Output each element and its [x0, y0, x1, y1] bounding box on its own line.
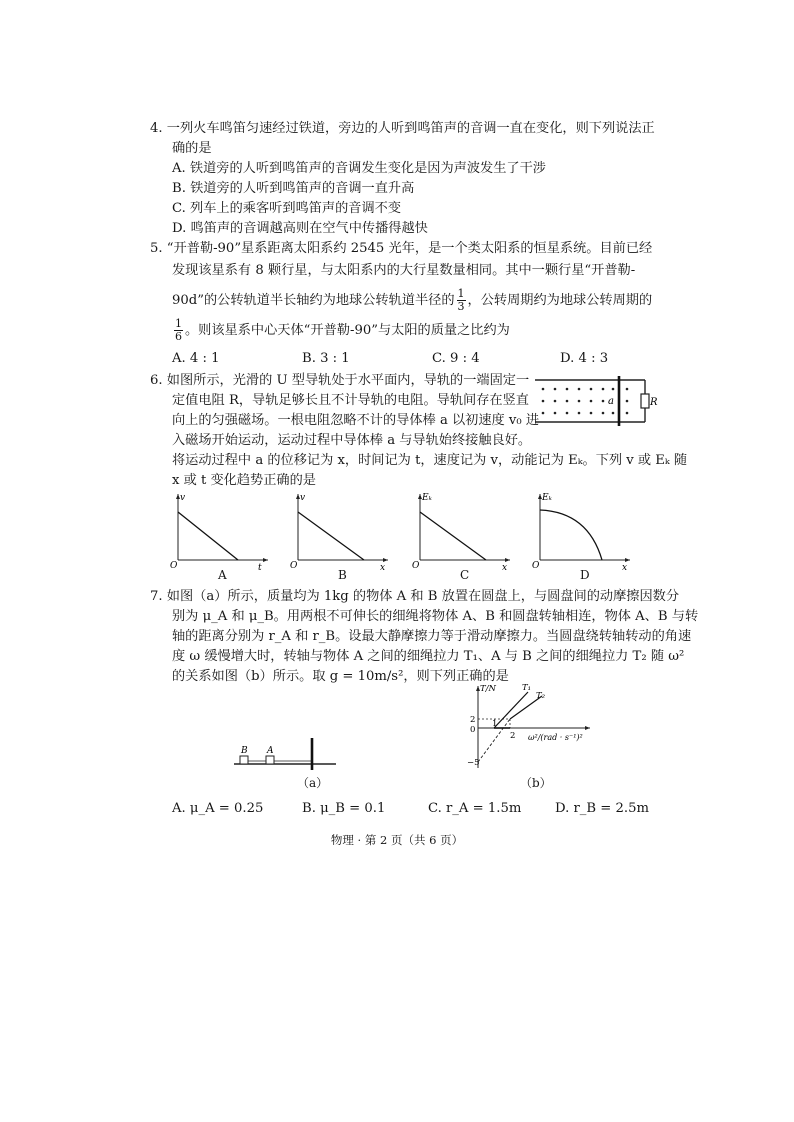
- q5-stem-line2: 发现该星系有 8 颗行星，与太阳系内的大行星数量相同。其中一颗行星“开普勒-: [172, 263, 636, 278]
- q6-graph-b: [288, 490, 398, 580]
- q7-stem-line4: 度 ω 缓慢增大时，转轴与物体 A 之间的细绳拉力 T₁、A 与 B 之间的细绳拉力 T₂ 随 ω²: [172, 649, 685, 664]
- q7-stem-line1: 7. 如图（a）所示，质量均为 1kg 的物体 A 和 B 放置在圆盘上，与圆盘间的动摩擦因数分: [150, 589, 680, 604]
- q5-line3-text-a: 90d”的公转轨道半长轴约为地球公转轨道半径的: [172, 293, 455, 308]
- graph-a-origin: O: [170, 561, 178, 571]
- q4-option-b: B. 铁道旁的人听到鸣笛声的音调一直升高: [172, 181, 415, 196]
- fig-b-tick-y-0: 0: [470, 725, 476, 735]
- graph-d-ylabel: Eₖ: [542, 493, 552, 503]
- q7-option-c: C. r_A = 1.5m: [428, 801, 522, 816]
- q7-figure-b: [467, 682, 620, 772]
- graph-b-xlabel: x: [380, 563, 386, 573]
- q5-option-c: C. 9 : 4: [432, 351, 480, 366]
- fig-b-tick-y-neg5: −5: [467, 758, 480, 768]
- graph-b-ylabel: v: [300, 493, 306, 503]
- q7-figure-a: [230, 736, 340, 772]
- q6-graph-a: [168, 490, 278, 580]
- fig-b-tick-x-1: 1: [492, 719, 498, 729]
- q5-fraction-radius: [457, 288, 466, 313]
- q5-stem-line4: [172, 318, 510, 343]
- rod-label-a: a: [608, 396, 614, 407]
- resistor-icon: [641, 394, 649, 408]
- fig-b-xlabel: ω²/(rad · s⁻¹)²: [528, 733, 583, 742]
- q5-line4-text: 。则该星系中心天体“开普勒-90”与太阳的质量之比约为: [185, 323, 510, 338]
- fig-b-T2-label: T₂: [536, 691, 546, 701]
- q7-stem-line5: 的关系如图（b）所示。取 g = 10m/s²，则下列正确的是: [172, 669, 509, 684]
- q5-line3-text-b: ，公转周期约为地球公转周期的: [467, 293, 653, 308]
- q6-stem-line3: 向上的匀强磁场。一根电阻忽略不计的导体棒 a 以初速度 v₀ 进: [172, 413, 540, 428]
- resistor-label-R: R: [650, 397, 658, 408]
- graph-c-xlabel: x: [502, 563, 508, 573]
- q7-figure-a-caption: （a）: [297, 776, 329, 790]
- q7-stem-line2: 别为 μ_A 和 μ_B。用两根不可伸长的细绳将物体 A、B 和圆盘转轴相连，物体 A、B 与转: [172, 609, 699, 624]
- fig-b-tick-x-2: 2: [510, 731, 516, 741]
- q5-fraction-period-num: 1: [175, 317, 182, 330]
- q5-fraction-radius-num: 1: [457, 287, 465, 300]
- q6-graph-d: [530, 490, 640, 580]
- q6-stem-line5: 将运动过程中 a 的位移记为 x，时间记为 t，速度记为 v，动能记为 Eₖ。下列 v 或 Eₖ 随: [172, 453, 688, 468]
- fig-b-T1-label: T₁: [522, 683, 532, 693]
- graph-a-xlabel: t: [258, 563, 262, 573]
- q6-graph-a-letter: A: [218, 568, 227, 582]
- q5-option-d: D. 4 : 3: [560, 351, 609, 366]
- q7-option-b: B. μ_B = 0.1: [302, 801, 386, 816]
- q5-stem-line3: [172, 288, 652, 313]
- q7-option-d: D. r_B = 2.5m: [555, 801, 649, 816]
- graph-d-curve: [540, 510, 602, 560]
- q5-fraction-period-den: 6: [175, 330, 182, 343]
- q6-stem-line4: 入磁场开始运动，运动过程中导体棒 a 与导轨始终接触良好。: [172, 433, 532, 448]
- q6-stem-line1: 6. 如图所示，光滑的 U 型导轨处于水平面内，导轨的一端固定一: [150, 373, 530, 388]
- graph-d-origin: O: [532, 561, 540, 571]
- q5-fraction-period: [174, 318, 183, 343]
- block-A: [266, 756, 274, 764]
- magnetic-field-dots: [542, 388, 629, 415]
- q6-graph-d-letter: D: [580, 568, 590, 582]
- q4-stem-line1: 4. 一列火车鸣笛匀速经过铁道，旁边的人听到鸣笛声的音调一直在变化，则下列说法正: [150, 121, 655, 136]
- q5-option-a: A. 4 : 1: [172, 351, 220, 366]
- q7-figure-b-caption: （b）: [520, 776, 552, 790]
- q5-fraction-radius-den: 3: [457, 300, 465, 313]
- fig-b-ylabel: T/N: [480, 684, 496, 694]
- block-B: [240, 756, 248, 764]
- q4-option-c: C. 列车上的乘客听到鸣笛声的音调不变: [172, 201, 402, 216]
- graph-a-curve: [178, 512, 238, 560]
- q6-stem-line6: x 或 t 变化趋势正确的是: [172, 473, 316, 488]
- q7-stem-line3: 轴的距离分别为 r_A 和 r_B。设最大静摩擦力等于滑动摩擦力。当圆盘绕转轴转动的角速: [172, 629, 692, 644]
- fig-b-tick-y-2: 2: [470, 715, 476, 725]
- graph-b-origin: O: [290, 561, 298, 571]
- q6-graph-b-letter: B: [338, 568, 347, 582]
- label-B: B: [241, 746, 248, 756]
- q6-rail-diagram: [533, 376, 657, 428]
- q4-option-d: D. 鸣笛声的音调越高则在空气中传播得越快: [172, 221, 428, 236]
- q4-stem-line2: 确的是: [172, 141, 212, 156]
- label-A: A: [267, 746, 274, 756]
- q6-graph-c: [410, 490, 520, 580]
- q6-graph-c-letter: C: [460, 568, 470, 582]
- graph-c-ylabel: Eₖ: [422, 493, 432, 503]
- q6-stem-line2: 定值电阻 R，导轨足够长且不计导轨的电阻。导轨间存在竖直: [172, 393, 529, 408]
- q5-stem-line1: 5. “开普勒-90”星系距离太阳系约 2545 光年，是一个类太阳系的恒星系统。目前已经: [150, 241, 653, 256]
- graph-c-origin: O: [412, 561, 420, 571]
- q5-option-b: B. 3 : 1: [302, 351, 350, 366]
- graph-d-xlabel: x: [622, 563, 628, 573]
- page-footer: 物理 · 第 2 页（共 6 页）: [330, 833, 464, 847]
- q7-option-a: A. μ_A = 0.25: [172, 801, 264, 816]
- q4-option-a: A. 铁道旁的人听到鸣笛声的音调发生变化是因为声波发生了干涉: [172, 161, 546, 176]
- graph-b-curve: [298, 512, 364, 560]
- graph-c-curve: [420, 512, 486, 560]
- graph-a-ylabel: v: [180, 493, 186, 503]
